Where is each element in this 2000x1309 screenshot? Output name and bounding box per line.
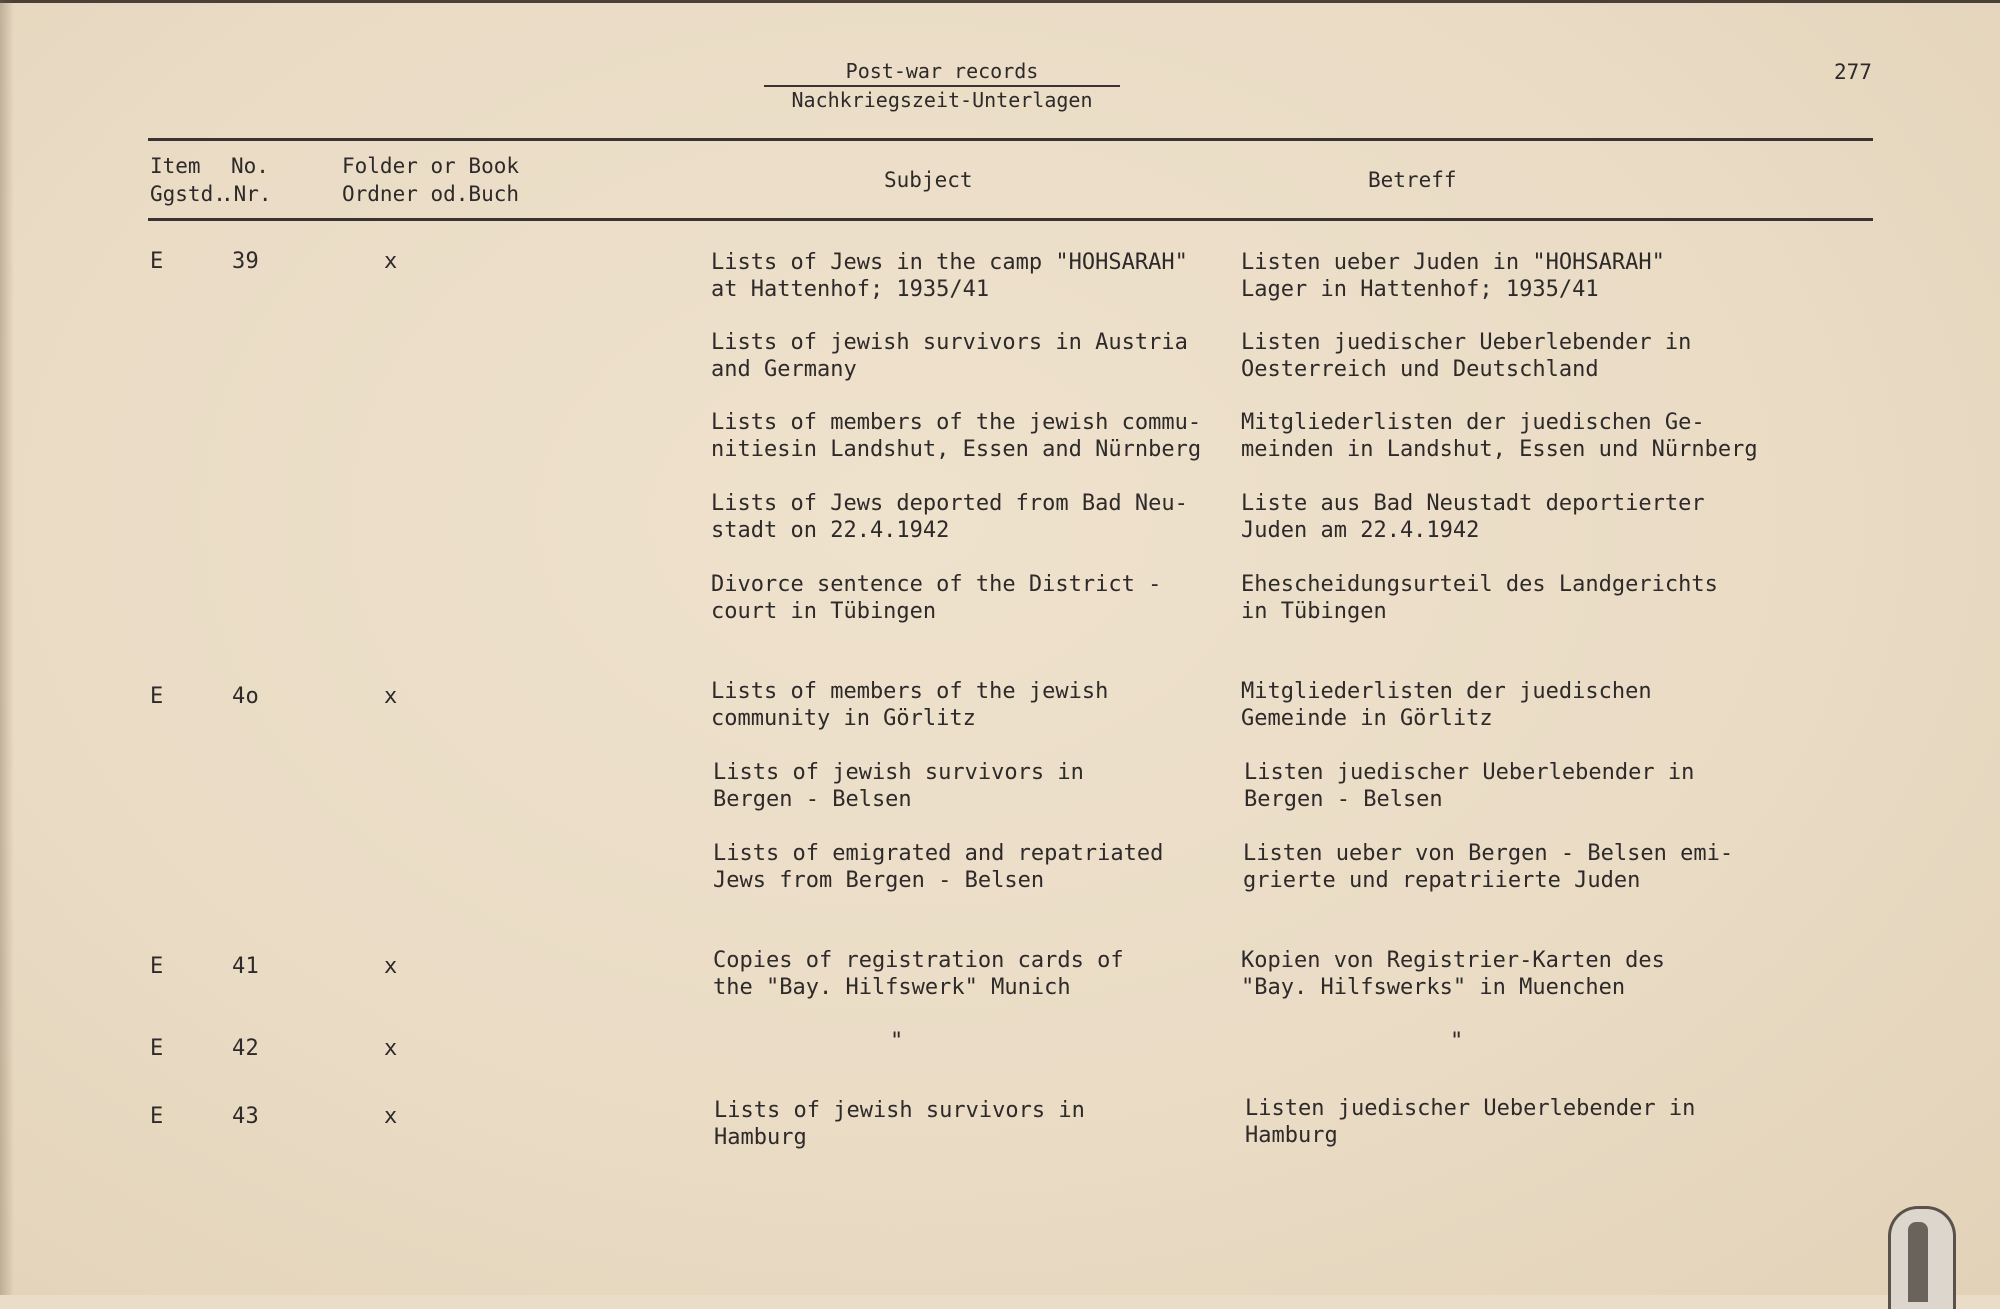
row-number: 42 [232,1036,259,1061]
col-header-betreff: Betreff [1368,168,1457,192]
subject-entry: Lists of jewish survivors in Hamburg [714,1098,1085,1150]
subject-entry: Divorce sentence of the District - court in Tübingen [711,572,1162,624]
subject-entry: Lists of Jews deported from Bad Neu- stadt on 22.4.1942 [711,491,1188,543]
header-bottom-rule [148,218,1873,221]
betreff-entry: Mitgliederlisten der juedischen Gemeinde in Görlitz [1241,679,1652,731]
subject-entry: Lists of jewish survivors in Bergen - Belsen [713,760,1084,812]
row-number: 41 [232,954,259,979]
row-number: 4o [232,684,259,709]
subject-entry: Lists of members of the jewish community in Görlitz [711,679,1109,731]
page-title [764,58,1120,114]
betreff-entry: Listen ueber von Bergen - Belsen emi- grierte und repatriierte Juden [1243,841,1734,893]
row-folder-mark: x [384,954,398,979]
col-header-item-en: Item [150,154,201,178]
subject-ditto-mark: " [890,1029,904,1054]
row-item: E [150,954,164,979]
subject-entry: Copies of registration cards of the "Bay. Hilfswerk" Munich [713,948,1124,1000]
row-folder-mark: x [384,684,398,709]
col-header-folder-de: Ordner od.Buch [342,182,520,206]
col-header-no-en: No. [231,154,269,178]
page-top-edge [0,0,2000,3]
betreff-entry: Kopien von Registrier-Karten des "Bay. Hilfswerks" in Muenchen [1241,948,1665,1000]
betreff-entry: Listen juedischer Ueberlebender in Bergen - Belsen [1244,760,1695,812]
page-binding-shadow [0,0,14,1295]
subject-entry: Lists of Jews in the camp "HOHSARAH" at Hattenhof; 1935/41 [711,250,1188,302]
row-item: E [150,1104,164,1129]
betreff-entry: Listen juedischer Ueberlebender in Oesterreich und Deutschland [1241,330,1692,382]
header-top-rule [148,138,1873,141]
betreff-entry: Liste aus Bad Neustadt deportierter Juden am 22.4.1942 [1241,491,1705,543]
row-item: E [150,249,164,274]
betreff-entry: Listen ueber Juden in "HOHSARAH" Lager in Hattenhof; 1935/41 [1241,250,1665,302]
row-item: E [150,1036,164,1061]
col-header-item-de: Ggstd. [150,182,226,206]
row-number: 43 [232,1104,259,1129]
row-number: 39 [232,249,259,274]
betreff-entry: Listen juedischer Ueberlebender in Hamburg [1245,1096,1696,1148]
col-header-folder-en: Folder or Book [342,154,520,178]
col-header-subject: Subject [884,168,973,192]
title-english: Post-war records [764,58,1120,87]
page-number: 277 [1834,60,1872,84]
betreff-ditto-mark: " [1450,1029,1464,1054]
col-header-no-de: .Nr. [221,182,272,206]
row-folder-mark: x [384,1036,398,1061]
binder-tab-shadow [1908,1222,1928,1302]
row-folder-mark: x [384,249,398,274]
row-folder-mark: x [384,1104,398,1129]
row-item: E [150,684,164,709]
betreff-entry: Mitgliederlisten der juedischen Ge- meinden in Landshut, Essen und Nürnberg [1241,410,1758,462]
title-german: Nachkriegszeit-Unterlagen [791,88,1093,112]
subject-entry: Lists of jewish survivors in Austria and Germany [711,330,1188,382]
betreff-entry: Ehescheidungsurteil des Landgerichts in Tübingen [1241,572,1718,624]
subject-entry: Lists of emigrated and repatriated Jews from Bergen - Belsen [713,841,1164,893]
subject-entry: Lists of members of the jewish commu- nitiesin Landshut, Essen and Nürnberg [711,410,1202,462]
